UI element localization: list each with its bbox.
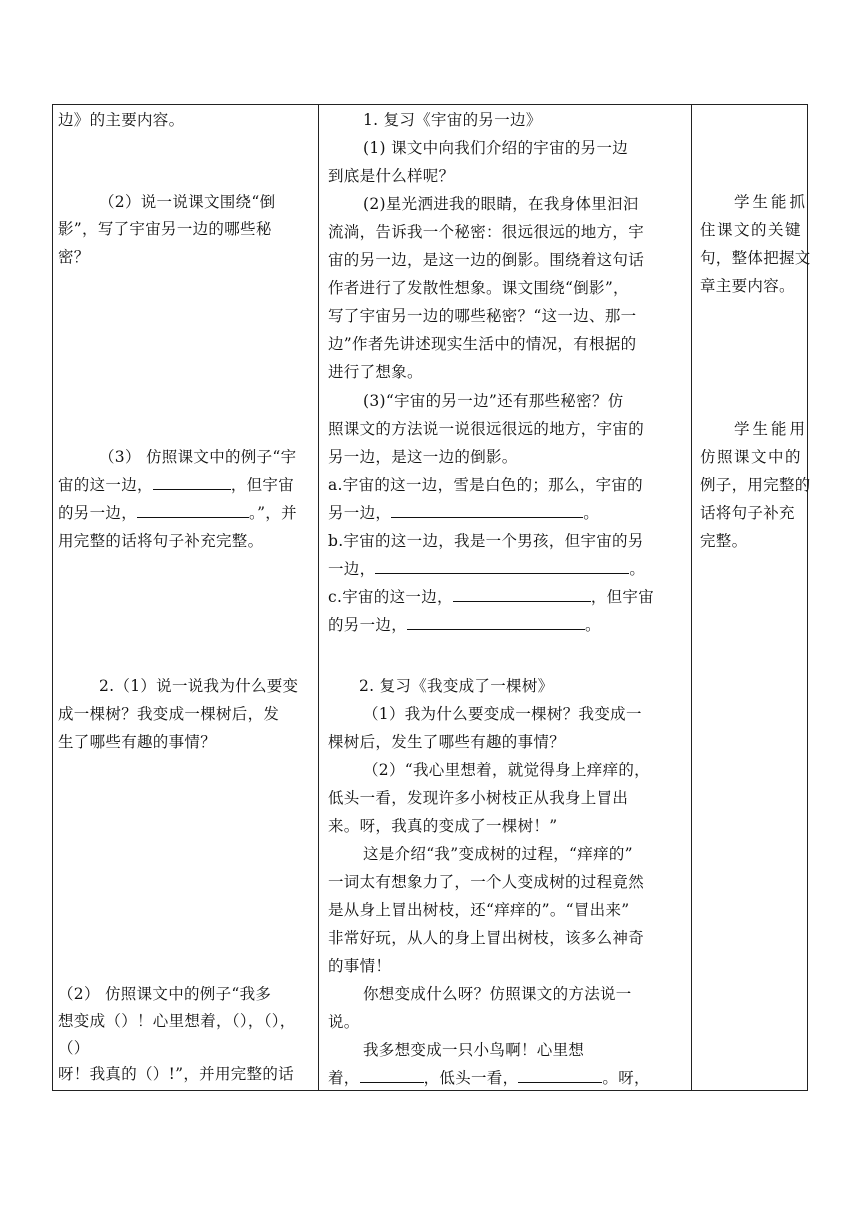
review-1-title: 1. 复习《宇宙的另一边》 bbox=[363, 111, 542, 129]
p2-line-1: (2)星光洒进我的眼睛，在我身体里汩汩 bbox=[363, 195, 639, 213]
content-column bbox=[319, 105, 692, 1090]
bird-line-2: 着， ，低头一看， 。呀， bbox=[328, 1069, 650, 1087]
question-3-line-1: （3） 仿照课文中的例子“宇 bbox=[99, 448, 297, 466]
p3-line-2: 照课文的方法说一说很远很远的地方，宇宙的 bbox=[328, 420, 645, 438]
goal-2-line-5: 完整。 bbox=[700, 532, 748, 550]
p3-line-1: (3)“宇宙的另一边”还有那些秘密？仿 bbox=[363, 392, 624, 410]
p2-line-3: 宙的另一边，是这一边的倒影。围绕着这句话 bbox=[328, 251, 645, 269]
intro-tail: 边》的主要内容。 bbox=[58, 111, 185, 129]
item-c-line-1: c.宇宙的这一边， ，但宇宙 bbox=[328, 588, 655, 606]
lesson-plan-table bbox=[52, 104, 811, 1091]
goal-1-line-4: 章主要内容。 bbox=[700, 277, 795, 295]
bird-line-1: 我多想变成一只小鸟啊！心里想 bbox=[363, 1041, 585, 1059]
section-2-line-1: 2.（1）说一说我为什么要变 bbox=[99, 677, 299, 695]
analysis-line-4: 非常好玩，从人的身上冒出树枝，该多么神奇 bbox=[328, 929, 645, 947]
goal-2-line-1: 学生能用 bbox=[734, 420, 809, 438]
section-2-q2-line-2: 想变成（）！心里想着，（），（）， bbox=[58, 1012, 296, 1030]
section-2-q2-line-4: 呀！我真的（）!”，并用完整的话 bbox=[58, 1065, 294, 1083]
blank-line bbox=[375, 559, 629, 574]
analysis-line-1: 这是介绍“我”变成树的过程，“痒痒的” bbox=[363, 845, 633, 863]
section-2-line-3: 生了哪些有趣的事情？ bbox=[58, 733, 217, 751]
p3-line-3: 另一边，是这一边的倒影。 bbox=[328, 448, 518, 466]
item-a-line-1: a.宇宙的这一边，雪是白色的；那么，宇宙的 bbox=[328, 476, 643, 494]
p2-line-2: 流淌，告诉我一个秘密：很远很远的地方，宇 bbox=[328, 223, 645, 241]
analysis-line-5: 的事情！ bbox=[328, 957, 392, 975]
item-a-line-2: 另一边， 。 bbox=[328, 504, 600, 522]
goal-2-line-3: 例子，用完整的 bbox=[700, 476, 811, 494]
item-c-line-2: 的另一边， 。 bbox=[328, 616, 601, 634]
goal-2-line-2: 仿照课文中的 bbox=[700, 448, 803, 466]
blank-line bbox=[391, 503, 583, 518]
question-3-line-2: 宙的这一边， ，但宇宙 bbox=[58, 476, 295, 494]
review-2-title: 2. 复习《我变成了一棵树》 bbox=[359, 677, 554, 695]
p2-line-6: 边”作者先讲述现实生活中的情况，有根据的 bbox=[328, 335, 637, 353]
blank-line bbox=[137, 503, 249, 518]
p1-line-2: 到底是什么样呢？ bbox=[328, 167, 455, 185]
question-3-line-4: 用完整的话将句子补充完整。 bbox=[58, 532, 264, 550]
goal-1-line-2: 住课文的关键 bbox=[700, 221, 803, 239]
item-b-line-2: 一边， 。 bbox=[328, 560, 646, 578]
q2-line-3: 来。呀，我真的变成了一棵树！” bbox=[328, 817, 558, 835]
wish-line-2: 说。 bbox=[328, 1013, 360, 1031]
p2-line-7: 进行了想象。 bbox=[328, 363, 423, 381]
q2-line-2: 低头一看，发现许多小树枝正从我身上冒出 bbox=[328, 789, 629, 807]
question-2-line-1: （2）说一说课文围绕“倒 bbox=[99, 193, 276, 211]
analysis-line-3: 是从身上冒出树枝，还“痒痒的”。“冒出来” bbox=[328, 901, 630, 919]
q1-line-1: （1）我为什么要变成一棵树？我变成一 bbox=[363, 705, 642, 723]
analysis-line-2: 一词太有想象力了，一个人变成树的过程竟然 bbox=[328, 873, 645, 891]
p1-line-1: (1) 课文中向我们介绍的宇宙的另一边 bbox=[363, 139, 629, 157]
blank-line bbox=[360, 1068, 424, 1083]
section-2-q2-line-3: （） bbox=[58, 1039, 90, 1057]
item-b-line-1: b.宇宙的这一边，我是一个男孩，但宇宙的另 bbox=[328, 532, 644, 550]
p2-line-4: 作者进行了发散性想象。课文围绕“倒影”， bbox=[328, 279, 629, 297]
question-3-line-3: 的另一边， 。”，并 bbox=[58, 504, 297, 522]
section-2-q2-line-1: （2） 仿照课文中的例子“我多 bbox=[58, 985, 272, 1003]
goal-1-line-1: 学生能抓 bbox=[734, 193, 809, 211]
q2-line-1: （2）“我心里想着，就觉得身上痒痒的， bbox=[363, 761, 650, 779]
goal-column bbox=[692, 105, 811, 1090]
blank-line bbox=[453, 587, 591, 602]
goal-1-line-3: 句，整体把握文 bbox=[700, 249, 811, 267]
blank-line bbox=[518, 1068, 602, 1083]
p2-line-5: 写了宇宙另一边的哪些秘密？“这一边、那一 bbox=[328, 307, 637, 325]
blank-line bbox=[153, 475, 231, 490]
goal-2-line-4: 话将句子补充 bbox=[700, 504, 795, 522]
activity-column bbox=[53, 105, 319, 1090]
question-2-line-2: 影”，写了宇宙另一边的哪些秘 bbox=[58, 220, 272, 238]
section-2-line-2: 成一棵树？我变成一棵树后，发 bbox=[58, 705, 280, 723]
blank-line bbox=[407, 615, 585, 630]
wish-line-1: 你想变成什么呀？仿照课文的方法说一 bbox=[363, 985, 632, 1003]
q1-line-2: 棵树后，发生了哪些有趣的事情？ bbox=[328, 733, 566, 751]
question-2-line-3: 密？ bbox=[58, 248, 90, 266]
